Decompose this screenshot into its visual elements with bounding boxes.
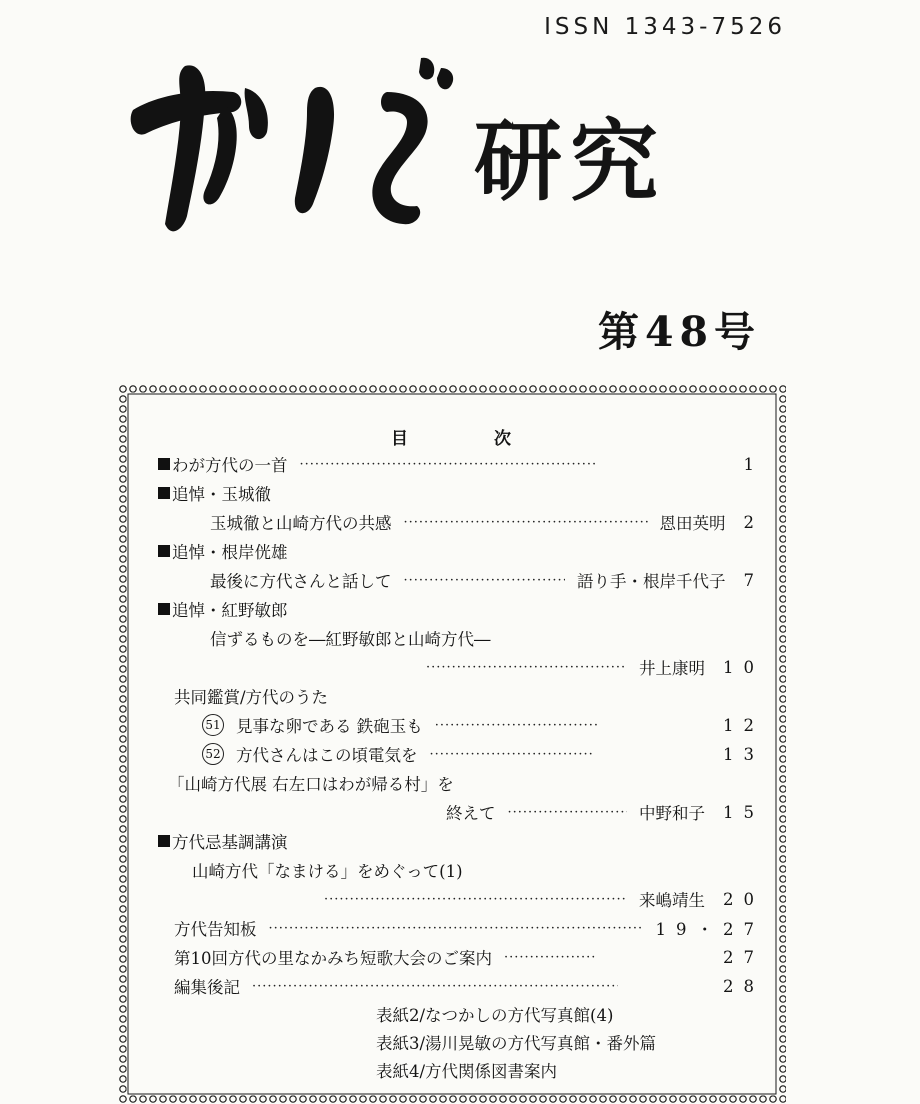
dot-leader <box>435 718 599 733</box>
cover-note: 表紙4/方代関係図書案内 <box>376 1062 558 1081</box>
title-kanji: 研究 <box>474 110 667 213</box>
entry-page: 1 <box>743 454 764 474</box>
entry-title: 最後に方代さんと話して <box>210 572 392 591</box>
entry-page: 27 <box>723 947 764 967</box>
entry-author: 恩田英明 <box>659 514 726 533</box>
logo-stroke-ka-loop <box>203 106 236 204</box>
title-logo-hiragana <box>125 48 470 248</box>
dot-leader <box>300 457 596 472</box>
dot-leader <box>404 573 566 588</box>
entry-title: 追悼・玉城徹 <box>172 485 271 504</box>
entry-title: 追悼・根岸侊雄 <box>172 543 288 562</box>
toc-entry <box>158 827 754 855</box>
toc-entry <box>158 914 764 942</box>
entry-title: 共同鑑賞/方代のうた <box>174 688 329 707</box>
toc-entry <box>158 798 764 826</box>
entry-title: 「山崎方代展 右左口はわが帰る村」を <box>168 775 454 794</box>
toc-entry <box>158 450 764 478</box>
circled-number: 51 <box>202 714 224 736</box>
entry-page: 19・27 <box>655 920 764 939</box>
circled-number: 52 <box>202 743 224 765</box>
toc-entry <box>158 740 764 768</box>
toc-entry <box>158 682 754 710</box>
logo-stroke-ka-dot <box>245 88 268 139</box>
logo-stroke-ba-left <box>295 87 334 213</box>
toc-entry <box>158 479 754 507</box>
toc-entry <box>158 856 754 884</box>
logo-stroke-ka-stem <box>165 65 205 231</box>
toc-heading: 目 次 <box>391 429 551 449</box>
dot-leader <box>504 950 596 965</box>
dot-leader <box>252 979 618 994</box>
entry-page: 10 <box>723 657 764 677</box>
toc-entry <box>158 972 764 1000</box>
logo-stroke-ba-right <box>372 92 427 224</box>
entry-page: 15 <box>723 802 764 822</box>
entry-title: 信ずるものを―紅野敏郎と山崎方代― <box>210 630 491 649</box>
entry-page: 7 <box>743 570 764 590</box>
toc-entry <box>158 508 764 536</box>
entry-title: 終えて <box>446 804 496 823</box>
square-bullet-icon <box>158 835 170 847</box>
entry-title: 方代忌基調講演 <box>172 833 288 852</box>
square-bullet-icon <box>158 545 170 557</box>
entry-title: 山崎方代「なまける」をめぐって(1) <box>192 862 463 881</box>
entry-author: 来嶋靖生 <box>639 891 705 910</box>
toc-entry <box>158 885 764 913</box>
entry-author: 語り手・根岸千代子 <box>577 572 726 591</box>
cover-note: 表紙3/湯川晃敏の方代写真館・番外篇 <box>376 1034 657 1053</box>
square-bullet-icon <box>158 487 170 499</box>
square-bullet-icon <box>158 603 170 615</box>
toc-entry <box>158 566 764 594</box>
entry-title: 追悼・紅野敏郎 <box>172 601 288 620</box>
entry-title: 玉城徹と山崎方代の共感 <box>210 514 392 533</box>
entry-title: 見事な卵である 鉄砲玉も <box>236 717 423 736</box>
dot-leader <box>430 747 594 762</box>
toc-entry <box>158 711 764 739</box>
dot-leader <box>426 660 627 675</box>
entry-title: 第10回方代の里なかみち短歌大会のご案内 <box>174 949 492 968</box>
entry-title: 方代告知板 <box>174 920 257 939</box>
entry-page: 13 <box>723 744 764 764</box>
toc-entry <box>158 943 764 971</box>
dot-leader <box>508 805 628 820</box>
entry-author: 井上康明 <box>639 659 705 678</box>
entry-page: 28 <box>723 976 764 996</box>
square-bullet-icon <box>158 458 170 470</box>
toc-entry <box>158 653 764 681</box>
dot-leader <box>324 892 627 907</box>
cover-note: 表紙2/なつかしの方代写真館(4) <box>376 1006 614 1025</box>
entry-title: 方代さんはこの頃電気を <box>236 746 418 765</box>
entry-page: 20 <box>723 889 764 909</box>
dot-leader <box>269 921 644 936</box>
toc-entry <box>158 595 754 623</box>
entry-title: 編集後記 <box>174 978 240 997</box>
entry-title: わが方代の一首 <box>172 456 288 475</box>
brush-calligraphy-logo <box>125 48 470 248</box>
toc-entry <box>158 624 754 652</box>
dot-leader <box>404 515 648 530</box>
issn-number: ISSN 1343-7526 <box>544 14 786 40</box>
issue-number: 第48号 <box>598 308 762 356</box>
logo-stroke-ba-dakuten-2 <box>437 68 453 89</box>
logo-stroke-ba-dakuten-1 <box>419 58 434 80</box>
entry-page: 2 <box>743 512 764 532</box>
toc-entry <box>158 537 754 565</box>
entry-author: 中野和子 <box>639 804 705 823</box>
entry-page: 12 <box>723 715 764 735</box>
toc-entry <box>158 769 754 797</box>
